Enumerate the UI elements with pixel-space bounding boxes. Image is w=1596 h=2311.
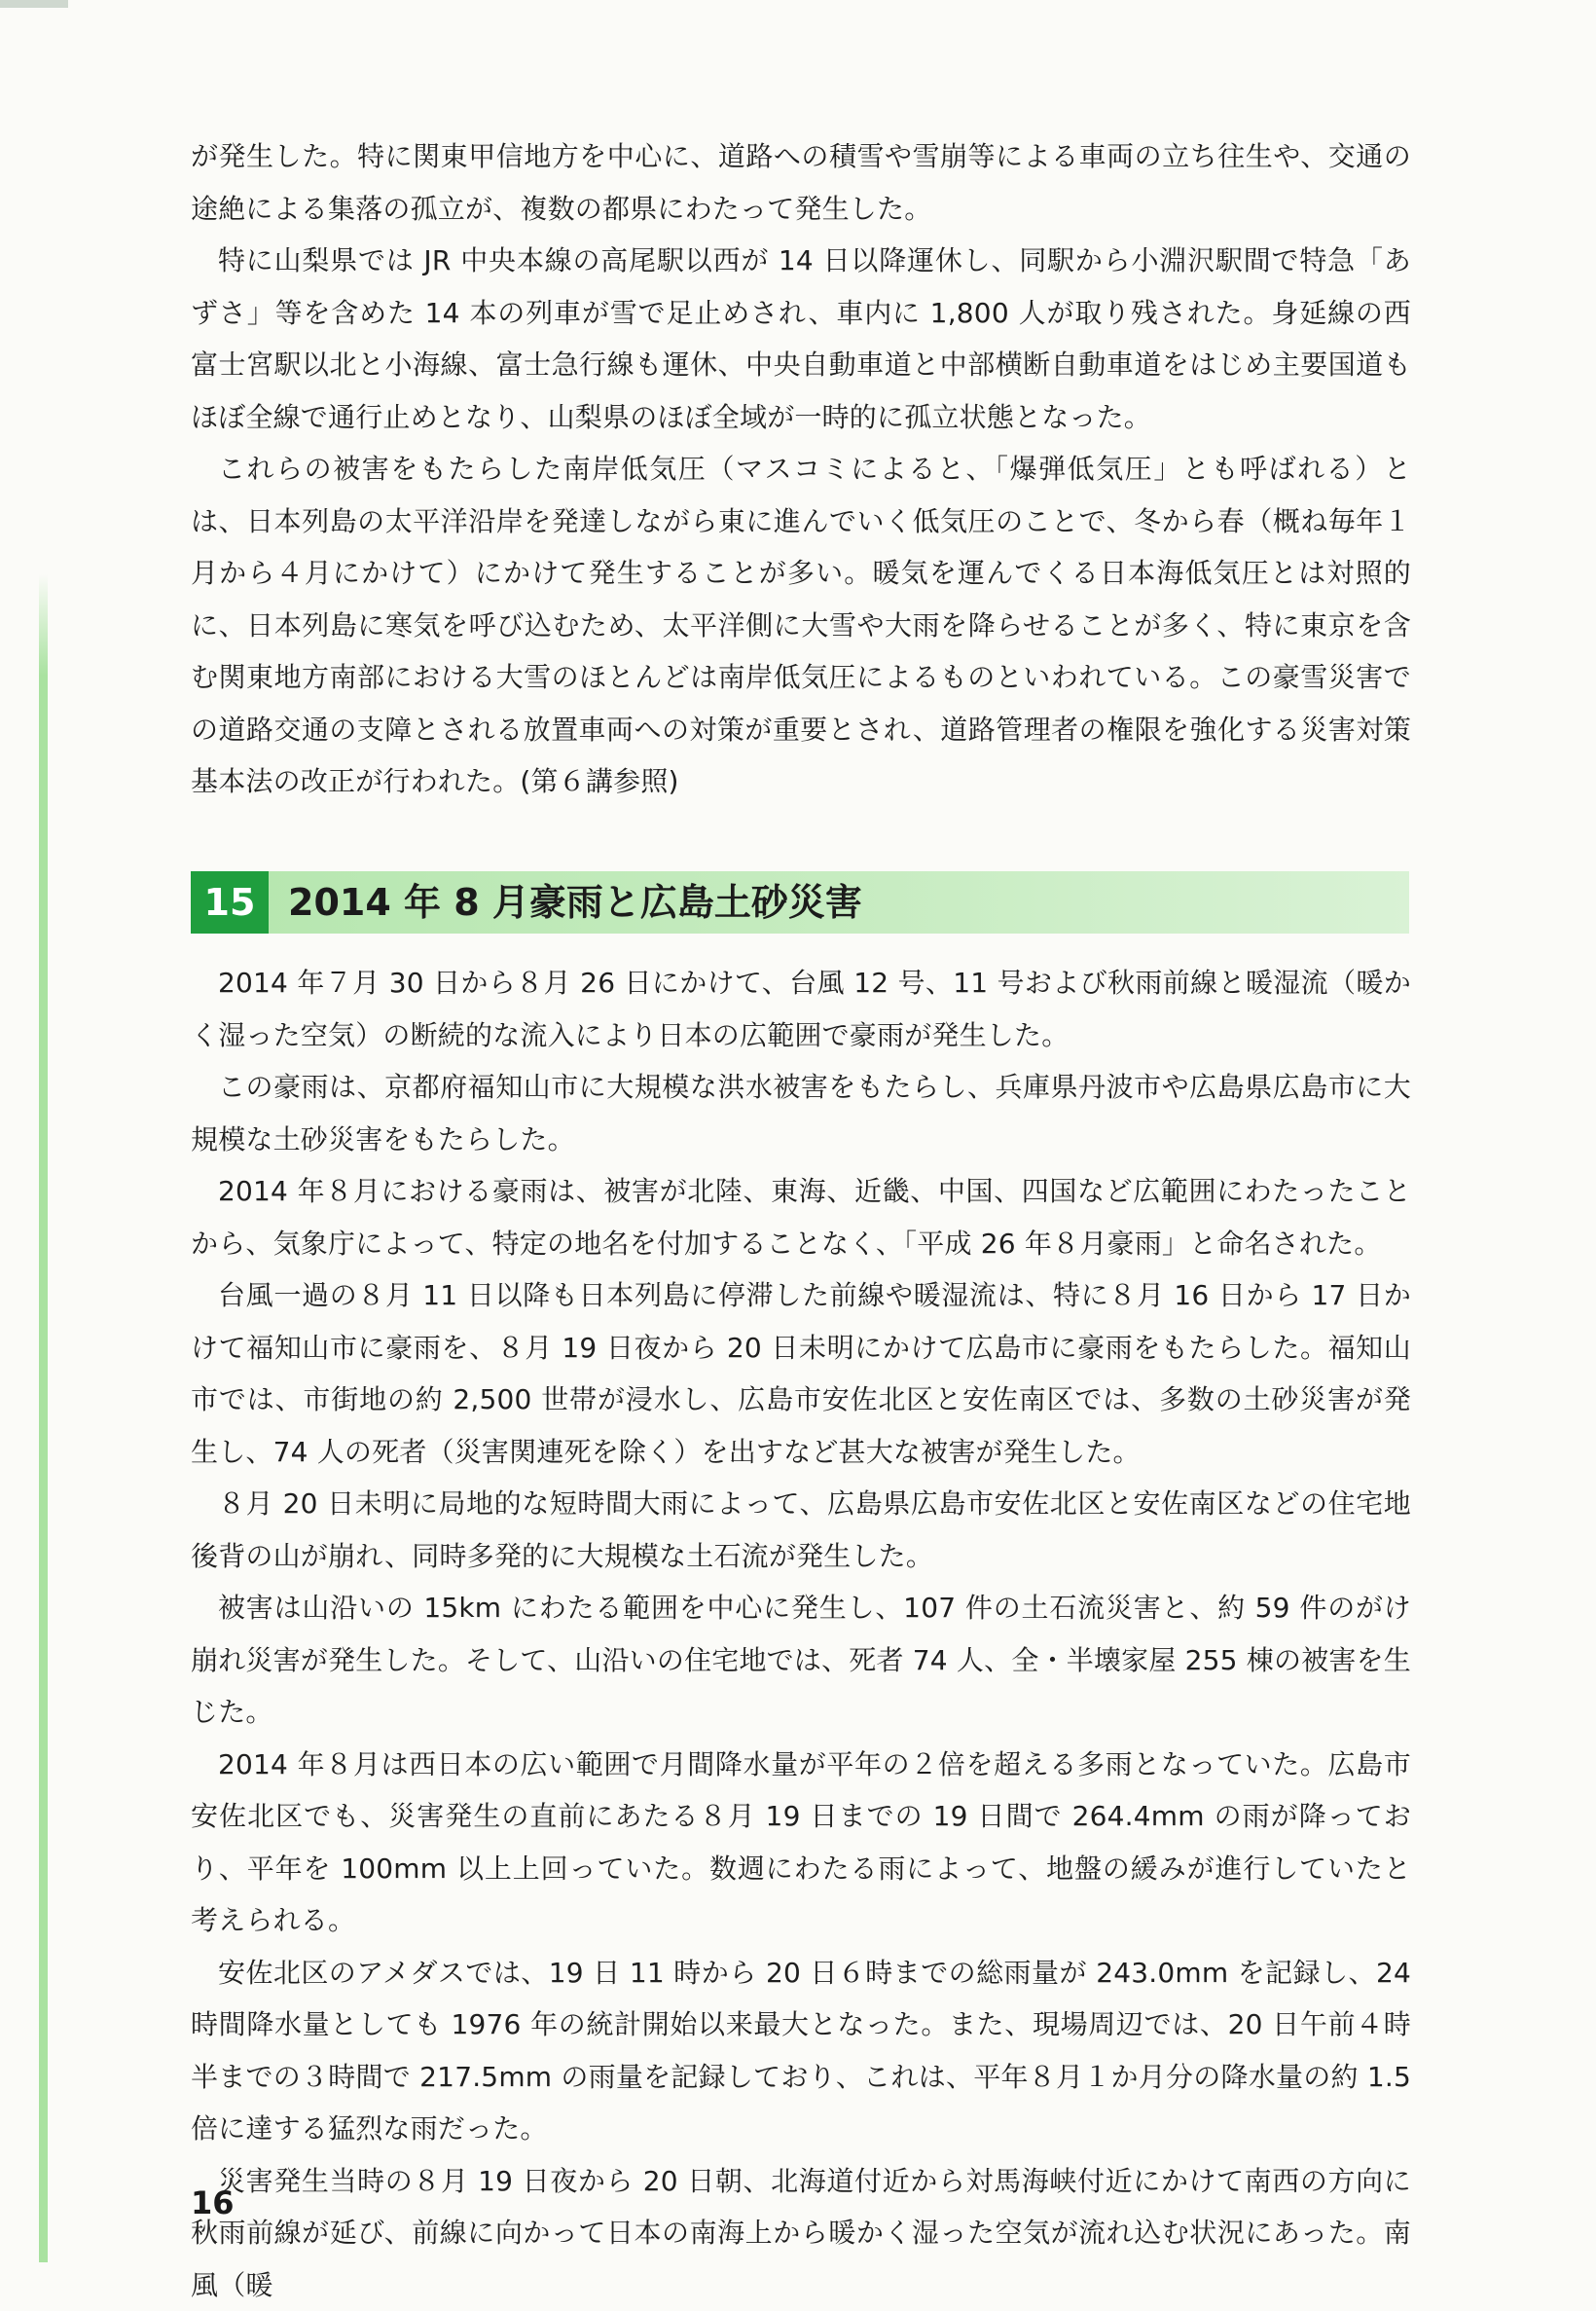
section-header (191, 871, 1409, 934)
intro-paragraph: これらの被害をもたらした南岸低気圧（マスコミによると、「爆弾低気圧」とも呼ばれる）とは、日本列島の太平洋沿岸を発達しながら東に進んでいく低気圧のことで、冬から春（概ね毎年１月から４月にかけて）にかけて発生することが多い。暖気を運んでくる日本海低気圧とは対照的に、日本列島に寒気を呼び込むため、太平洋側に大雪や大雨を降らせることが多く、特に東京を含む関東地方南部における大雪のほとんどは南岸低気圧によるものといわれている。この豪雪災害での道路交通の支障とされる放置車両への対策が重要とされ、道路管理者の権限を強化する災害対策基本法の改正が行われた。(第６講参照) (191, 443, 1411, 808)
body-paragraph: 2014 年８月は西日本の広い範囲で月間降水量が平年の２倍を超える多雨となっていた。広島市安佐北区でも、災害発生の直前にあたる８月 19 日までの 19 日間で 264.4mm の雨が降っており、平年を 100mm 以上上回っていた。数週にわたる雨によって、地盤の緩みが進行していたと考えられる。 (191, 1739, 1411, 1947)
body-paragraph: 2014 年７月 30 日から８月 26 日にかけて、台風 12 号、11 号および秋雨前線と暖湿流（暖かく湿った空気）の断続的な流入により日本の広範囲で豪雨が発生した。 (191, 957, 1411, 1061)
body-paragraph: 台風一過の８月 11 日以降も日本列島に停滞した前線や暖湿流は、特に８月 16 日から 17 日かけて福知山市に豪雨を、８月 19 日夜から 20 日未明にかけて広島市に豪雨をもたらした。福知山市では、市街地の約 2,500 世帯が浸水し、広島市安佐北区と安佐南区では、多数の土砂災害が発生し、74 人の死者（災害関連死を除く）を出すなど甚大な被害が発生した。 (191, 1269, 1411, 1478)
body-paragraph: 災害発生当時の８月 19 日夜から 20 日朝、北海道付近から対馬海峡付近にかけて南西の方向に秋雨前線が延び、前線に向かって日本の南海上から暖かく湿った空気が流れ込む状況にあった。南風（暖 (191, 2155, 1411, 2311)
scan-edge-mark (0, 0, 68, 8)
section-title: 2014 年 8 月豪雨と広島土砂災害 (288, 871, 862, 934)
body-paragraph: 被害は山沿いの 15km にわたる範囲を中心に発生し、107 件の土石流災害と、約 59 件のがけ崩れ災害が発生した。そして、山沿いの住宅地では、死者 74 人、全・半壊家屋 255 棟の被害を生じた。 (191, 1582, 1411, 1739)
body-paragraph: 安佐北区のアメダスでは、19 日 11 時から 20 日６時までの総雨量が 243.0mm を記録し、24 時間降水量としても 1976 年の統計開始以来最大となった。また、現場周辺では、20 日午前４時半までの３時間で 217.5mm の雨量を記録しており、これは、平年８月１か月分の降水量の約 1.5 倍に達する猛烈な雨だった。 (191, 1947, 1411, 2155)
body-paragraph: ８月 20 日未明に局地的な短時間大雨によって、広島県広島市安佐北区と安佐南区などの住宅地後背の山が崩れ、同時多発的に大規模な土石流が発生した。 (191, 1478, 1411, 1582)
intro-text-block (191, 130, 1411, 808)
intro-paragraph: 特に山梨県では JR 中央本線の高尾駅以西が 14 日以降運休し、同駅から小淵沢駅間で特急「あずさ」等を含めた 14 本の列車が雪で足止めされ、車内に 1,800 人が取り残された。身延線の西富士宮駅以北と小海線、富士急行線も運休、中央自動車道と中部横断自動車道をはじめ主要国道もほぼ全線で通行止めとなり、山梨県のほぼ全域が一時的に孤立状態となった。 (191, 235, 1411, 443)
intro-paragraph: が発生した。特に関東甲信地方を中心に、道路への積雪や雪崩等による車両の立ち往生や、交通の途絶による集落の孤立が、複数の都県にわたって発生した。 (191, 130, 1411, 235)
page-number: 16 (191, 2184, 235, 2221)
body-paragraph: この豪雨は、京都府福知山市に大規模な洪水被害をもたらし、兵庫県丹波市や広島県広島市に大規模な土砂災害をもたらした。 (191, 1061, 1411, 1165)
section-number-badge: 15 (191, 871, 269, 934)
section-body (191, 957, 1411, 2311)
green-margin-stripe (39, 574, 48, 2262)
body-paragraph: 2014 年８月における豪雨は、被害が北陸、東海、近畿、中国、四国など広範囲にわたったことから、気象庁によって、特定の地名を付加することなく、「平成 26 年８月豪雨」と命名された。 (191, 1165, 1411, 1269)
